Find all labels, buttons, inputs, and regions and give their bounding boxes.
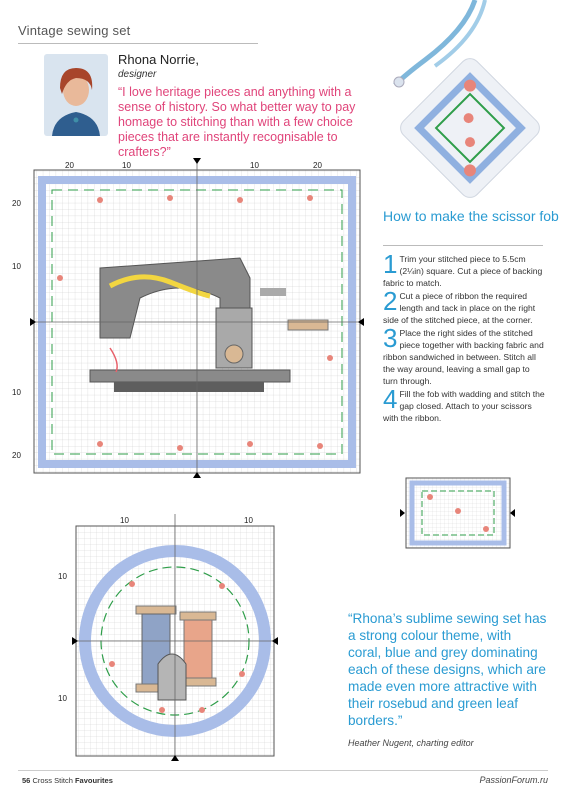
- chart-top-tick: 20: [65, 161, 74, 170]
- page-number: 56: [22, 776, 31, 785]
- footer-rule: [18, 770, 548, 771]
- watermark: PassionForum.ru: [479, 775, 548, 785]
- instruction-steps: [383, 249, 545, 425]
- chart-top-tick: 10: [122, 161, 131, 170]
- step-number: 4: [383, 384, 398, 414]
- pull-quote: “Rhona’s sublime sewing set has a strong colour theme, with coral, blue and grey dominating each of these designs, which are made even more attractive with their rosebud and green leaf borders.”: [348, 611, 547, 728]
- designer-name: Rhona Norrie,: [118, 52, 199, 67]
- chart-left-tick: 10: [58, 572, 67, 581]
- step-text: Fill the fob with wadding and stitch the gap closed. Attach to your scissors with the ribbon.: [383, 389, 545, 423]
- chart-left-tick: 10: [12, 262, 21, 271]
- instruction-step: [383, 323, 545, 387]
- sewing-machine-chart: [30, 158, 364, 478]
- instructions-rule: [383, 245, 543, 246]
- chart-top-tick: 10: [120, 516, 129, 525]
- section-title: Vintage sewing set: [18, 23, 131, 38]
- pull-quote-attribution: Heather Nugent, charting editor: [348, 738, 474, 748]
- magazine-name-bold: Favourites: [74, 776, 113, 785]
- chart-left-tick: 10: [58, 694, 67, 703]
- chart-top-tick: 10: [250, 161, 259, 170]
- chart-top-tick: 10: [244, 516, 253, 525]
- section-rule: [18, 43, 258, 44]
- chart-left-tick: 10: [12, 388, 21, 397]
- designer-role: designer: [118, 69, 157, 80]
- designer-quote: “I love heritage pieces and anything with a sense of history. So what better way to pay homage to stitching than with a few choice pieces that are instantly recognisable to crafters?”: [118, 85, 356, 159]
- step-number: 1: [383, 249, 398, 279]
- chart-left-tick: 20: [12, 451, 21, 460]
- scissor-fob-chart: [400, 475, 515, 550]
- step-text: Place the right sides of the stitched piece together with backing fabric and ribbon sandwiched in between. Stitch all the way around, leaving a small gap to turn through.: [383, 328, 544, 386]
- chart-left-tick: 20: [12, 199, 21, 208]
- step-number: 3: [383, 323, 398, 353]
- designer-photo: [44, 54, 108, 136]
- step-text: Cut a piece of ribbon the required length and tack in place on the right side of the stitched piece, at the corner.: [383, 291, 536, 325]
- step-text: Trim your stitched piece to 5.5cm (2¼in) square. Cut a piece of backing fabric to match.: [383, 254, 543, 288]
- step-number: 2: [383, 286, 398, 316]
- instructions-title: How to make the scissor fob: [383, 208, 559, 224]
- instruction-step: [383, 286, 545, 326]
- scissor-fob-photo: [365, 0, 566, 235]
- magazine-name: Cross Stitch: [32, 776, 73, 785]
- chart-top-tick: 20: [313, 161, 322, 170]
- page-footer: [22, 776, 113, 785]
- instruction-step: [383, 249, 545, 289]
- instruction-step: [383, 384, 545, 424]
- spool-chart: [72, 514, 278, 761]
